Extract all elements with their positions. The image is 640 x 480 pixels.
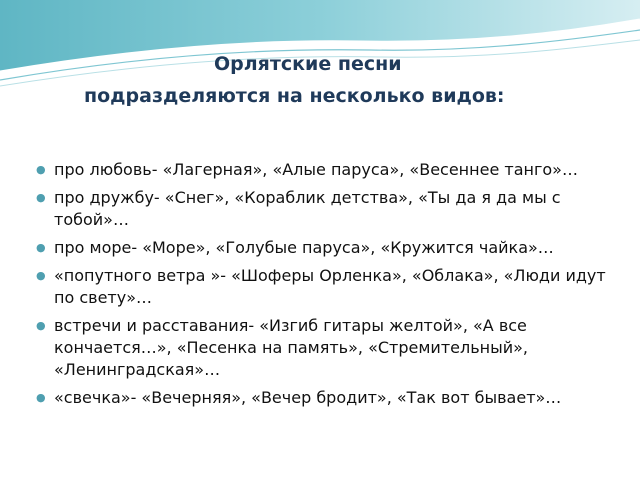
bullet-dot-icon: ●	[36, 163, 46, 176]
slide-title	[0, 48, 640, 112]
bullet-dot-icon: ●	[36, 191, 46, 204]
list-item-text: про дружбу- «Снег», «Кораблик детства», «Ты да я да мы с тобой»…	[54, 188, 561, 229]
list-item	[33, 159, 611, 181]
list-item	[33, 265, 611, 309]
bullet-dot-icon: ●	[36, 269, 46, 282]
bullet-dot-icon: ●	[36, 319, 46, 332]
slide-title-line2: подразделяются на несколько видов:	[84, 85, 505, 107]
list-item-text: про любовь- «Лагерная», «Алые паруса», «Весеннее танго»…	[54, 160, 578, 179]
list-item-text: «попутного ветра »- «Шоферы Орленка», «Облака», «Люди идут по свету»…	[54, 266, 606, 307]
bullet-dot-icon: ●	[36, 241, 46, 254]
list-item-text: встречи и расставания- «Изгиб гитары желтой», «А все кончается…», «Песенка на память», «Стремительный», «Ленинградская»…	[54, 316, 528, 379]
list-item	[33, 387, 611, 409]
list-item	[33, 315, 611, 381]
list-item-text: «свечка»- «Вечерняя», «Вечер бродит», «Так вот бывает»…	[54, 388, 562, 407]
list-item	[33, 237, 611, 259]
bullet-dot-icon: ●	[36, 391, 46, 404]
slide-title-line1: Орлятские песни	[214, 53, 402, 75]
song-types-list	[33, 159, 611, 415]
list-item	[33, 187, 611, 231]
list-item-text: про море- «Море», «Голубые паруса», «Кружится чайка»…	[54, 238, 554, 257]
